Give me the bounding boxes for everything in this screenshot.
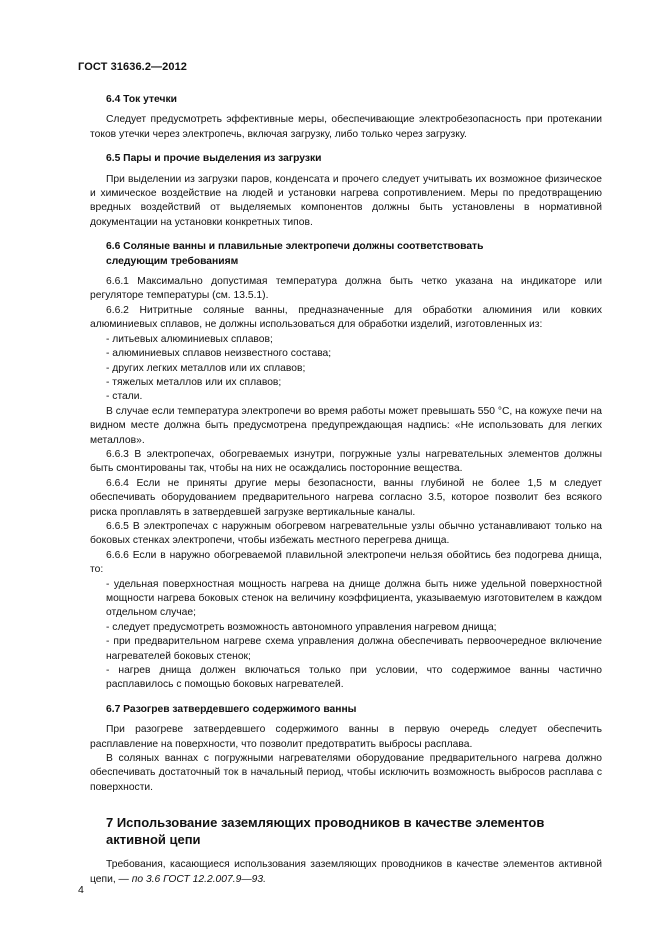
spacer [90, 693, 602, 703]
list-item: - других легких металлов или их сплавов; [106, 362, 306, 374]
list-item: - литьевых алюминиевых сплавов; [106, 333, 273, 345]
list-item: - алюминиевых сплавов неизвестного состава; [106, 348, 332, 360]
spacer [90, 230, 602, 240]
page-number: 4 [78, 884, 84, 896]
section-6-7-paragraph-2: В соляных ваннах с погружными нагревателями оборудование предварительного нагрева должно обеспечивать достаточный ток в начальный период, чтобы исключить возможность выбросов расплава с поверхности. [90, 753, 602, 793]
document-code-header: ГОСТ 31636.2—2012 [78, 61, 188, 73]
section-6-4-title: 6.4 Ток утечки [106, 94, 177, 105]
list-item: - при предварительном нагреве схема управления должна обеспечивать первоочередное включение нагревателей боковых стенок; [106, 636, 602, 662]
section-6-7-paragraph-1: При разогреве затвердевшего содержимого ванны в первую очередь следует обеспечить расплавление на поверхности, что позволит предотвратить выбросы расплава. [90, 724, 602, 750]
paragraph-6-6-2: 6.6.2 Нитритные соляные ванны, предназначенные для обработки алюминия или ковких алюминиевых сплавов, не должны использоваться для обработки изделий, изготовленных из: [90, 304, 602, 331]
paragraph-6-6-2-warning: В случае если температура электропечи во время работы может превышать 550 °С, на кожухе печи на видном месте должна быть предусмотрена предупреждающая надпись: «Не использовать для легких металлов». [90, 405, 602, 446]
list-item: - стали. [106, 391, 143, 403]
paragraph-6-6-5: 6.6.5 В электропечах с наружным обогревом нагревательные узлы обычно устанавливают только на боковых стенках электропечи, чтобы избежать местного перегрева днища. [90, 520, 602, 547]
spacer [90, 795, 602, 815]
paragraph-6-6-4: 6.6.4 Если не приняты другие меры безопасности, ванны глубиной не более 1,5 м следует обеспечивать оборудованием предварительного нагрева согласно 3.5, которое позволит без всякого риска проплавлять в затвердевшей загрузке вертикальные каналы. [90, 477, 602, 518]
section-6-4-paragraph: Следует предусмотреть эффективные меры, обеспечивающие электробезопасность при протекании токов утечки через электропечь, включая загрузку, либо только через загрузку. [90, 114, 602, 140]
list-item: - тяжелых металлов или их сплавов; [106, 376, 282, 388]
section-6-6-title [90, 240, 602, 269]
section-6-5-paragraph: При выделении из загрузки паров, конденсата и прочего следует учитывать их возможное физическое и химическое воздействие на людей и установки нагрева сопротивлением. Меры по предотвращению вредных воздействий от выделяемых компонентов должны быть установлены в нормативной документации на установки конкретных типов. [90, 173, 602, 228]
section-7-title [90, 815, 602, 848]
section-7-title-line2: активной цепи [106, 831, 201, 847]
list-item: - удельная поверхностная мощность нагрева на днище должна быть ниже удельной поверхностной мощности нагрева боковых стенок на величину коэффициента, указываемую изготовителем в каждом отдельном случае; [106, 578, 602, 619]
document-body [90, 93, 602, 887]
paragraph-6-6-3: 6.6.3 В электропечах, обогреваемых изнутри, погружные узлы нагревательных элементов должны быть смонтированы так, чтобы на них не осаждались посторонние вещества. [90, 448, 602, 475]
section-7-paragraph [90, 858, 602, 887]
standard-reference: по 3.6 ГОСТ 12.2.007.9—93. [131, 873, 266, 885]
section-6-6-title-line2: следующим требованиям [106, 255, 239, 267]
list-item: - следует предусмотреть возможность автономного управления нагревом днища; [106, 621, 497, 633]
list-item: - нагрев днища должен включаться только при условии, что содержимое ванны частично расплавилось с помощью боковых нагревателей. [106, 665, 602, 691]
paragraph-6-6-6: 6.6.6 Если в наружно обогреваемой плавильной электропечи нельзя обойтись без подогрева днища, то: [90, 549, 602, 576]
section-6-7-title: 6.7 Разогрев затвердевшего содержимого ванны [106, 703, 357, 715]
section-7-title-line1: 7 Использование заземляющих проводников в качестве элементов [106, 815, 545, 831]
paragraph-6-6-1: 6.6.1 Максимально допустимая температура должна быть четко указана на индикаторе или регуляторе температуры (см. 13.5.1). [90, 276, 602, 302]
spacer [90, 142, 602, 152]
section-7-text: Требования, касающиеся использования заземляющих проводников в качестве элементов активной цепи, — [90, 859, 602, 885]
section-6-5-title: 6.5 Пары и прочие выделения из загрузки [106, 153, 322, 165]
section-6-6-title-line1: 6.6 Соляные ванны и плавильные электропечи должны соответствовать [106, 241, 484, 253]
